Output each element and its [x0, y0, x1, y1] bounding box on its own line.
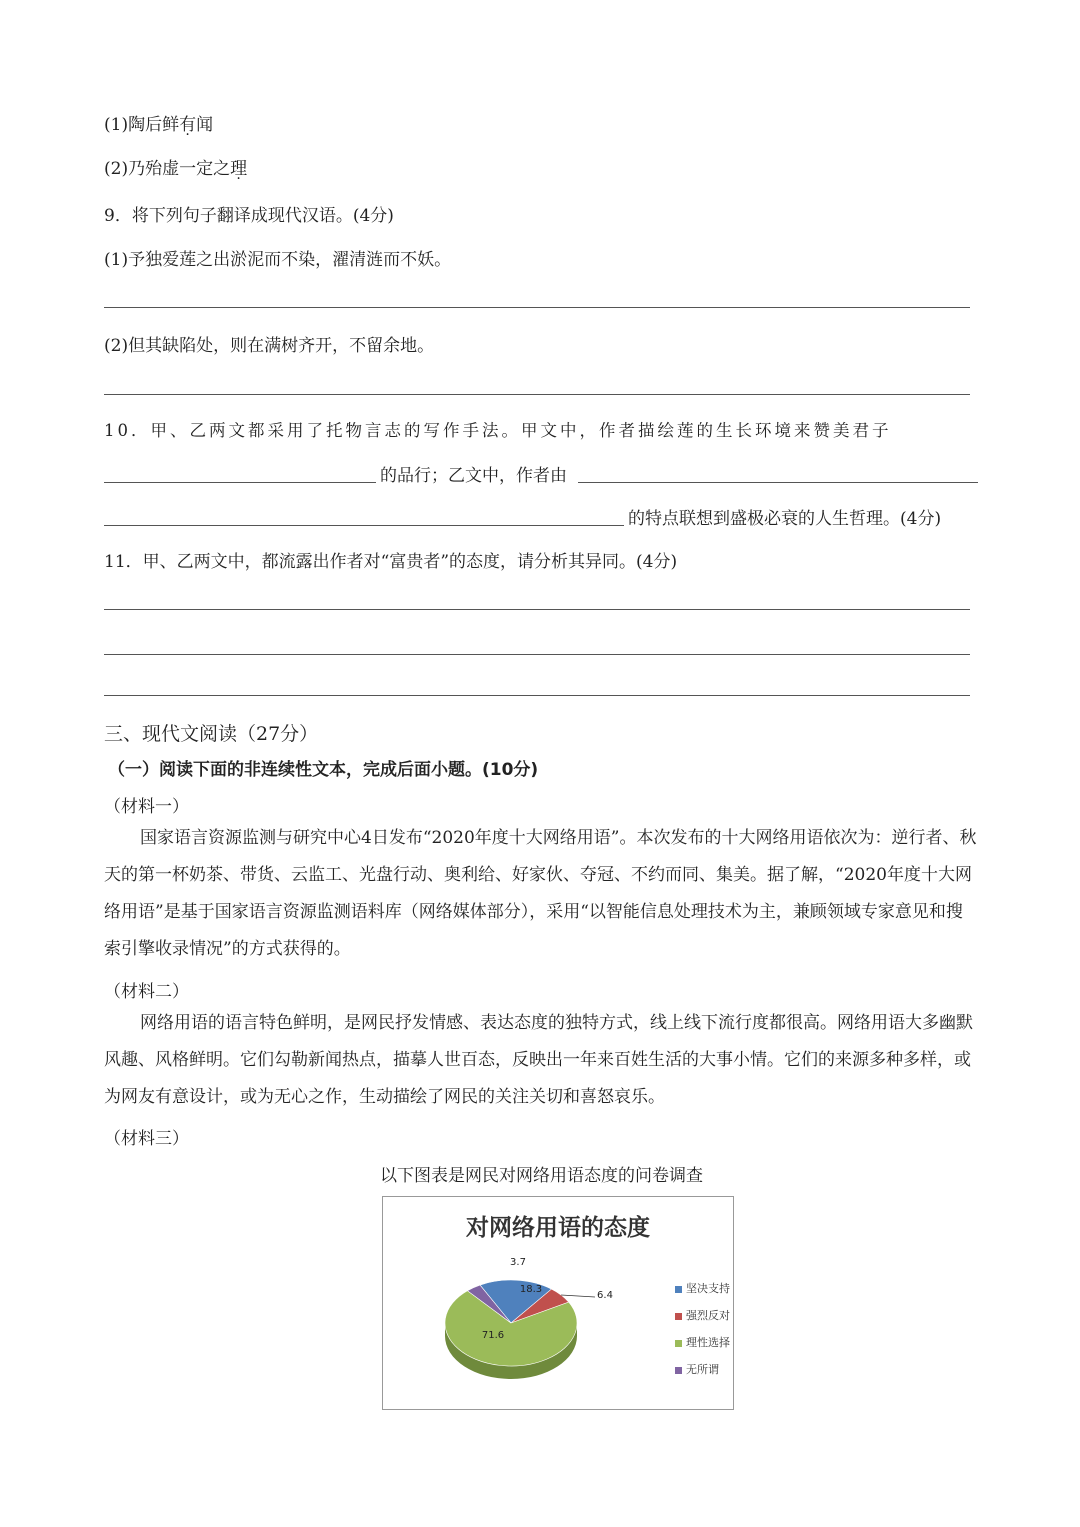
- q9-sentence-2: (2)但其缺陷处，则在满树齐开，不留余地。: [104, 336, 435, 356]
- fill-blank[interactable]: [104, 525, 624, 526]
- material-3-label: （材料三）: [104, 1129, 189, 1149]
- pie-value-label: 6.4: [597, 1290, 613, 1301]
- pie-value-label: 71.6: [481, 1330, 505, 1341]
- pie-chart-frame: [382, 1196, 734, 1410]
- legend-label: 理性选择: [686, 1336, 730, 1349]
- q10-stem: 10．甲、乙两文都采用了托物言志的写作手法。甲文中，作者描绘莲的生长环境来赞美君子: [104, 421, 892, 440]
- material-1-text: 国家语言资源监测与研究中心4日发布“2020年度十大网络用语”。本次发布的十大网络用语依次为：逆行者、秋天的第一杯奶茶、带货、云监工、光盘行动、奥利给、好家伙、夺冠、不约而同、集美。据了解，“2020年度十大网络用语”是基于国家语言资源监测语料库（网络媒体部分），采用“以智能信息处理技术为主，兼顾领域专家意见和搜索引擎收录情况”的方式获得的。: [104, 828, 977, 959]
- section-title: 三、现代文阅读（27分）: [104, 723, 319, 745]
- q8-item-1-text: (1)陶后鲜: [104, 115, 180, 135]
- q11-stem: 11．甲、乙两文中，都流露出作者对“富贵者”的态度，请分析其异同。(4分): [104, 552, 678, 572]
- pie-value-label: 3.7: [510, 1257, 526, 1268]
- q8-item-1-tail: 闻: [196, 115, 214, 135]
- q8-item-1-emphasis: 有: [179, 115, 197, 135]
- pie-leader-line: [561, 1295, 595, 1297]
- legend-item: [675, 1361, 719, 1377]
- material-2-text: 网络用语的语言特色鲜明，是网民抒发情感、表达态度的独特方式，线上线下流行度都很高。网络用语大多幽默风趣、风格鲜明。它们勾勒新闻热点，描摹人世百态，反映出一年来百姓生活的大事小情。它们的来源多种多样，或为网友有意设计，或为无心之作，生动描绘了网民的关注关切和喜怒哀乐。: [104, 1013, 973, 1107]
- q8-item-2: [104, 154, 247, 179]
- subsection-title: （一）阅读下面的非连续性文本，完成后面小题。(10分): [108, 760, 539, 780]
- legend-swatch: [675, 1286, 682, 1293]
- answer-line[interactable]: [104, 609, 970, 610]
- material-2-label: （材料二）: [104, 982, 189, 1002]
- legend-item: [675, 1307, 730, 1323]
- q9-stem: 9．将下列句子翻译成现代汉语。(4分): [104, 206, 394, 226]
- q8-item-1: [104, 110, 213, 135]
- answer-line[interactable]: [104, 307, 970, 308]
- chart-title: 对网络用语的态度: [466, 1215, 650, 1241]
- legend-label: 无所谓: [686, 1363, 719, 1376]
- chart-caption: 以下图表是网民对网络用语态度的问卷调查: [380, 1166, 703, 1186]
- legend-label: 强烈反对: [686, 1309, 730, 1322]
- answer-line[interactable]: [104, 654, 970, 655]
- legend-swatch: [675, 1340, 682, 1347]
- pie-value-label: 18.3: [519, 1284, 543, 1295]
- fill-blank[interactable]: [104, 482, 376, 483]
- pie-chart: [383, 1197, 733, 1409]
- q9-sentence-1: (1)予独爱莲之出淤泥而不染，濯清涟而不妖。: [104, 250, 452, 270]
- answer-line[interactable]: [104, 394, 970, 395]
- q10-end-text: 的特点联想到盛极必衰的人生哲理。(4分): [628, 509, 942, 529]
- material-1-label: （材料一）: [104, 797, 189, 817]
- q8-item-2-text: (2)乃殆虚一定之: [104, 159, 231, 179]
- legend-item: [675, 1280, 730, 1296]
- q10-mid-text: 的品行；乙文中，作者由: [380, 466, 567, 486]
- fill-blank[interactable]: [578, 482, 978, 483]
- legend-swatch: [675, 1367, 682, 1374]
- answer-line[interactable]: [104, 695, 970, 696]
- q8-item-2-emphasis: 理: [230, 159, 248, 179]
- legend-swatch: [675, 1313, 682, 1320]
- legend-label: 坚决支持: [686, 1282, 730, 1295]
- legend-item: [675, 1334, 730, 1350]
